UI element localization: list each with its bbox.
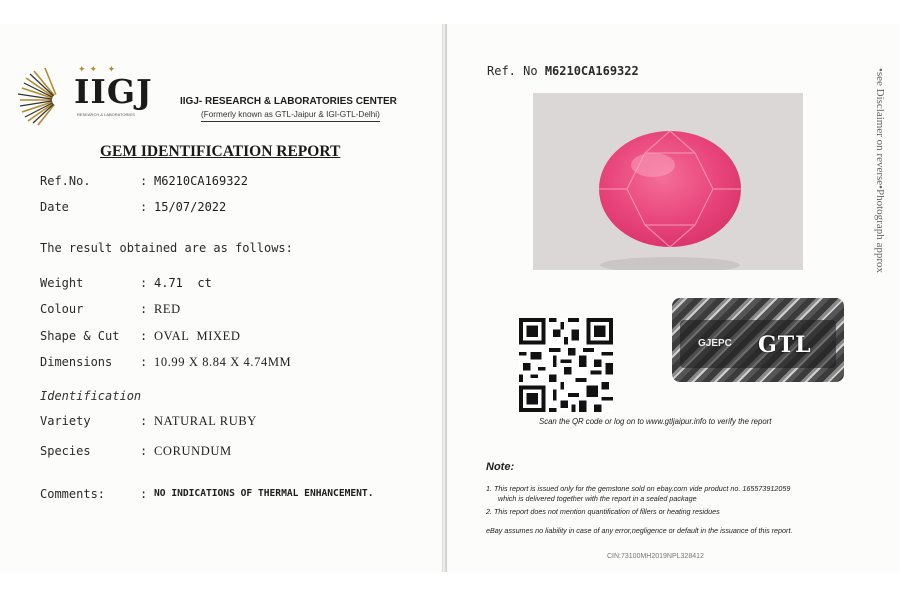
colour-value: RED bbox=[154, 302, 181, 316]
sunburst-logo-icon bbox=[12, 66, 72, 126]
lab-formerly-known: (Formerly known as GTL-Jaipur & IGI-GTL-Delhi) bbox=[201, 110, 380, 122]
verification-qr-code[interactable] bbox=[519, 318, 613, 412]
date-colon: : bbox=[140, 200, 148, 214]
weight-label: Weight bbox=[40, 276, 84, 290]
weight-colon: : bbox=[140, 276, 148, 290]
report-title: GEM IDENTIFICATION REPORT bbox=[100, 143, 341, 160]
qr-scan-instruction: Scan the QR code or log on to www.gtljaipur.info to verify the report bbox=[539, 417, 772, 426]
lab-brand-subtitle: RESEARCH & LABORATORIES bbox=[77, 112, 135, 117]
lab-name: IIGJ- RESEARCH & LABORATORIES CENTER bbox=[180, 96, 397, 107]
date-value: 15/07/2022 bbox=[154, 200, 227, 214]
dimensions-label: Dimensions bbox=[40, 355, 113, 369]
dimensions-value: 10.99 X 8.84 X 4.74MM bbox=[154, 355, 292, 369]
shape-cut-colon: : bbox=[140, 329, 148, 343]
variety-label: Variety bbox=[40, 414, 91, 428]
shape-cut-row bbox=[40, 329, 440, 345]
species-value: CORUNDUM bbox=[154, 444, 232, 458]
side-disclaimer-text: •see Disclaimer on reverse•Photograph approx bbox=[874, 68, 886, 274]
date-row bbox=[40, 200, 440, 216]
back-ref-row bbox=[487, 64, 639, 78]
dimensions-row bbox=[40, 355, 440, 371]
ref-value: M6210CA169322 bbox=[154, 174, 248, 188]
note-item-2: 2. This report does not mention quantification of fillers or heating residues bbox=[486, 507, 720, 516]
variety-row bbox=[40, 414, 440, 430]
ref-colon: : bbox=[140, 174, 148, 188]
species-colon: : bbox=[140, 444, 148, 458]
ruby-gem-icon bbox=[533, 93, 803, 270]
note-item-1-continued: which is delivered together with the report in a sealed package bbox=[498, 494, 697, 503]
lab-brand-logo: IIGJ bbox=[74, 72, 153, 111]
colour-row bbox=[40, 302, 440, 318]
colour-label: Colour bbox=[40, 302, 84, 316]
comments-colon: : bbox=[140, 487, 148, 501]
date-label: Date bbox=[40, 200, 69, 214]
comments-value: NO INDICATIONS OF THERMAL ENHANCEMENT. bbox=[154, 488, 374, 499]
species-row bbox=[40, 444, 440, 460]
ref-row bbox=[40, 174, 440, 190]
back-ref-label: Ref. No bbox=[487, 64, 538, 78]
hologram-seal bbox=[672, 298, 844, 382]
dimensions-colon: : bbox=[140, 355, 148, 369]
cin-number: CIN:73100MH2019NPL328412 bbox=[607, 553, 704, 560]
ebay-disclaimer: eBay assumes no liability in case of any error,negligence or default in the issuance of this report. bbox=[486, 526, 793, 535]
note-heading: Note: bbox=[486, 461, 515, 473]
variety-value: NATURAL RUBY bbox=[154, 414, 257, 428]
logo-stars-icon: ✦✦ ✦ bbox=[78, 64, 120, 74]
species-label: Species bbox=[40, 444, 91, 458]
variety-colon: : bbox=[140, 414, 148, 428]
identification-heading: Identification bbox=[40, 389, 142, 403]
ref-label: Ref.No. bbox=[40, 174, 91, 188]
note-item-1: 1. This report is issued only for the gemstone sold on ebay.com vide product no. 165573912059 bbox=[486, 484, 791, 493]
colour-colon: : bbox=[140, 302, 148, 316]
hologram-gtl-text: GTL bbox=[758, 332, 812, 358]
weight-value: 4.71 ct bbox=[154, 276, 212, 290]
comments-label: Comments: bbox=[40, 487, 106, 501]
result-intro: The result obtained are as follows: bbox=[40, 241, 293, 255]
shape-cut-label: Shape & Cut bbox=[40, 329, 120, 343]
side-disclaimer-vertical bbox=[874, 68, 888, 328]
shape-cut-value: OVAL MIXED bbox=[154, 329, 241, 343]
hologram-gjepc-text: GJEPC bbox=[698, 338, 732, 349]
weight-row bbox=[40, 276, 440, 292]
back-ref-value: M6210CA169322 bbox=[544, 64, 639, 78]
gemstone-photo bbox=[533, 93, 803, 270]
